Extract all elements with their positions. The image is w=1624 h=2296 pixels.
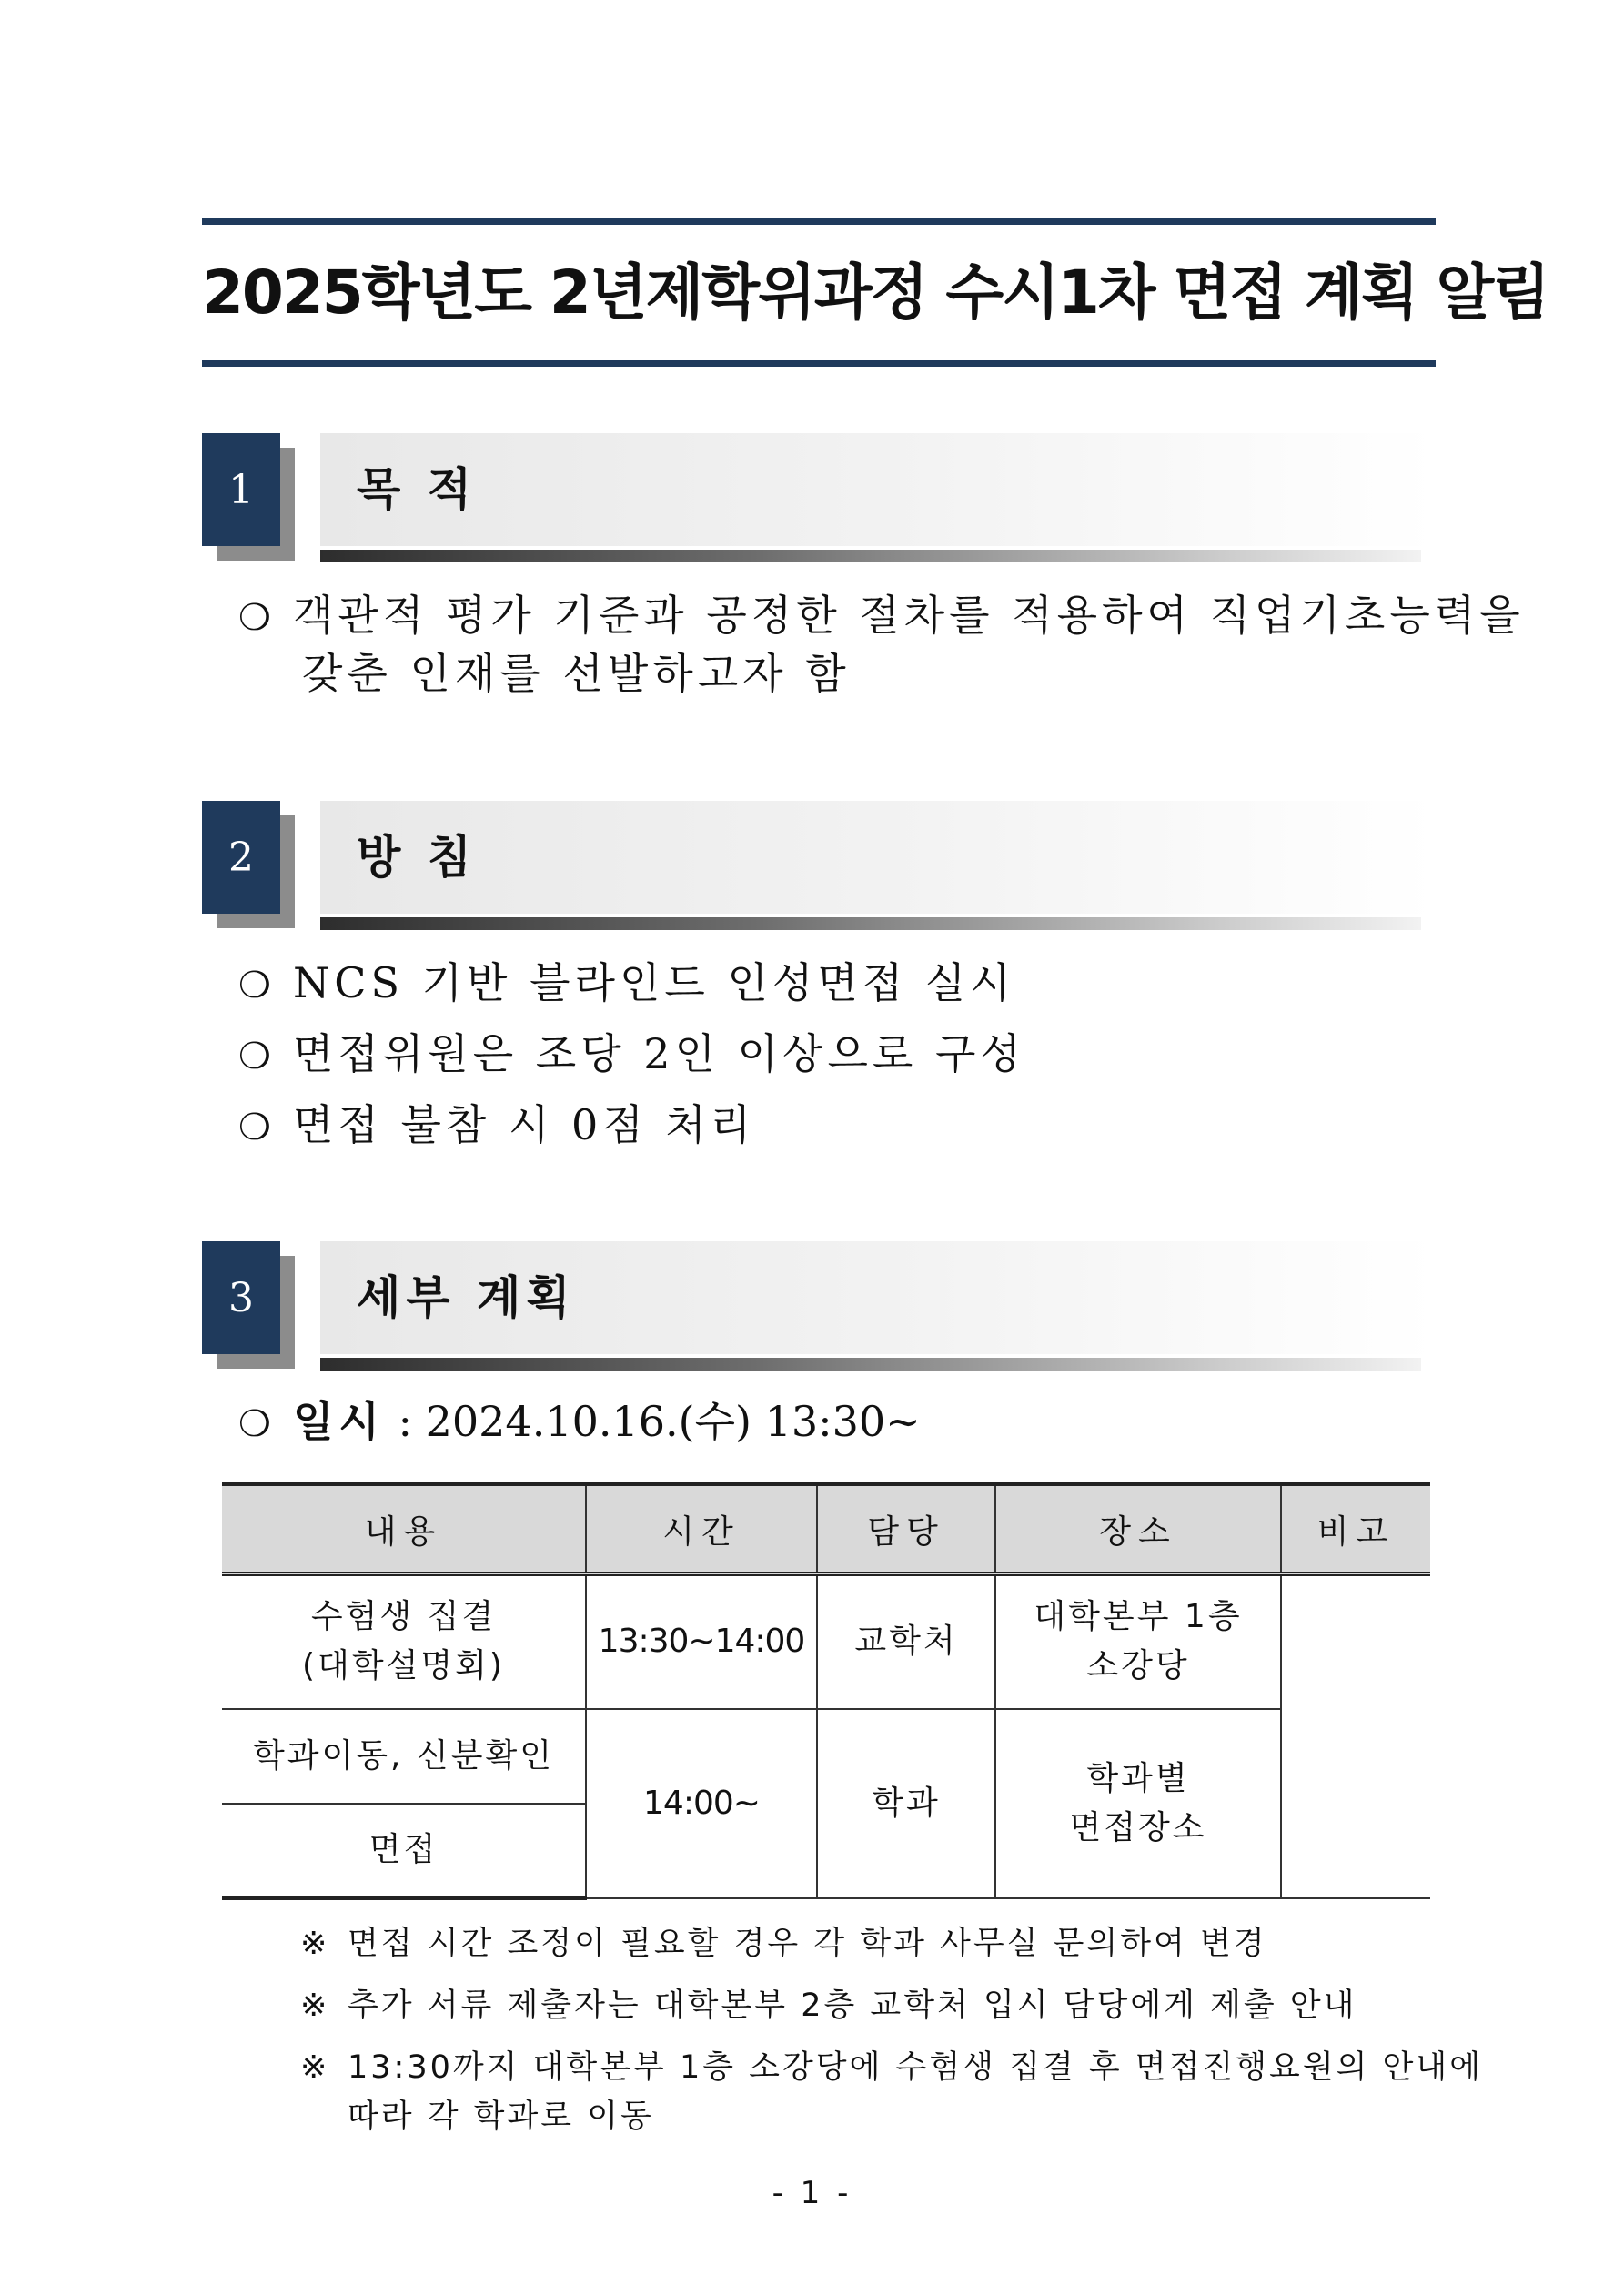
schedule-datetime xyxy=(238,1392,921,1453)
policy-text: NCS 기반 블라인드 인성면접 실시 xyxy=(293,958,1015,1007)
bullet-circle-icon: ❍ xyxy=(238,1403,271,1445)
bullet-circle-icon: ❍ xyxy=(238,597,271,639)
time-cell: 14:00∼ xyxy=(586,1709,817,1898)
note-3 xyxy=(300,2044,1483,2091)
section-number: 1 xyxy=(202,433,280,546)
policy-bullet-3 xyxy=(238,1096,755,1157)
cell-line: 대학본부 1층 xyxy=(1034,1598,1243,1636)
bullet-circle-icon: ❍ xyxy=(238,965,271,1006)
policy-bullet-1 xyxy=(238,954,1015,1015)
note-3-continuation: 따라 각 학과로 이동 xyxy=(348,2099,654,2135)
remarks-cell xyxy=(1281,1574,1430,1898)
section-number: 2 xyxy=(202,801,280,914)
section-gradient-bar xyxy=(320,550,1421,562)
owner-cell: 교학처 xyxy=(817,1574,995,1709)
schedule-separator: : xyxy=(384,1397,426,1446)
document-title: 2025학년도 2년제학위과정 수시1차 면접 계획 알림 xyxy=(202,258,1549,328)
column-header: 장소 xyxy=(995,1484,1281,1574)
content-cell xyxy=(222,1574,586,1709)
purpose-bullet xyxy=(238,586,1525,647)
section-number: 3 xyxy=(202,1241,280,1354)
section-3-header xyxy=(202,1241,1436,1378)
column-header: 시간 xyxy=(586,1484,817,1574)
cell-line: 면접장소 xyxy=(1069,1808,1207,1846)
content-cell: 면접 xyxy=(222,1804,586,1898)
policy-text: 면접위원은 조당 2인 이상으로 구성 xyxy=(293,1029,1025,1078)
cell-line: 소강당 xyxy=(1086,1647,1190,1685)
note-text: 추가 서류 제출자는 대학본부 2층 교학처 입시 담당에게 제출 안내 xyxy=(348,1988,1357,2024)
cell-line: 수험생 집결 xyxy=(310,1598,497,1636)
section-gradient-bar xyxy=(320,1358,1421,1371)
note-1 xyxy=(300,1920,1267,1967)
section-gradient-bar xyxy=(320,917,1421,930)
section-heading: 목 적 xyxy=(357,463,478,516)
title-top-rule xyxy=(202,218,1436,225)
section-2-header xyxy=(202,801,1436,937)
section-heading: 세부 계획 xyxy=(357,1271,576,1324)
section-heading: 방 침 xyxy=(357,831,478,884)
policy-text: 면접 불참 시 0점 처리 xyxy=(293,1100,756,1149)
time-cell: 13:30∼14:00 xyxy=(586,1574,817,1709)
note-2 xyxy=(300,1982,1357,2029)
column-header: 담당 xyxy=(817,1484,995,1574)
content-cell: 학과이동, 신분확인 xyxy=(222,1709,586,1804)
reference-mark-icon: ※ xyxy=(300,1988,330,2024)
schedule-table xyxy=(222,1482,1430,1900)
place-cell xyxy=(995,1709,1281,1898)
bullet-circle-icon: ❍ xyxy=(238,1036,271,1077)
section-heading-band xyxy=(320,433,1436,546)
purpose-text-line-1: 객관적 평가 기준과 공정한 절차를 적용하여 직업기초능력을 xyxy=(293,591,1525,640)
schedule-label: 일시 xyxy=(293,1397,385,1446)
schedule-value: 2024.10.16.(수) 13:30∼ xyxy=(425,1397,921,1446)
policy-bullet-2 xyxy=(238,1025,1025,1086)
column-header: 내용 xyxy=(222,1484,586,1574)
reference-mark-icon: ※ xyxy=(300,2049,330,2086)
table-row xyxy=(222,1709,1430,1804)
section-heading-band xyxy=(320,801,1436,914)
column-header: 비고 xyxy=(1281,1484,1430,1574)
page-number: - 1 - xyxy=(772,2175,852,2211)
reference-mark-icon: ※ xyxy=(300,1926,330,1962)
table-row xyxy=(222,1574,1430,1709)
cell-line: (대학설명회) xyxy=(302,1647,505,1685)
purpose-text-line-2: 갖춘 인재를 선발하고자 함 xyxy=(302,649,851,698)
table-header-row xyxy=(222,1484,1430,1574)
note-text: 13:30까지 대학본부 1층 소강당에 수험생 집결 후 면접진행요원의 안내에 xyxy=(348,2049,1484,2086)
bullet-circle-icon: ❍ xyxy=(238,1107,271,1148)
cell-line: 학과별 xyxy=(1086,1759,1190,1797)
section-1-header xyxy=(202,433,1436,570)
title-bottom-rule xyxy=(202,360,1436,367)
place-cell xyxy=(995,1574,1281,1709)
owner-cell: 학과 xyxy=(817,1709,995,1898)
note-text: 면접 시간 조정이 필요할 경우 각 학과 사무실 문의하여 변경 xyxy=(348,1926,1267,1962)
